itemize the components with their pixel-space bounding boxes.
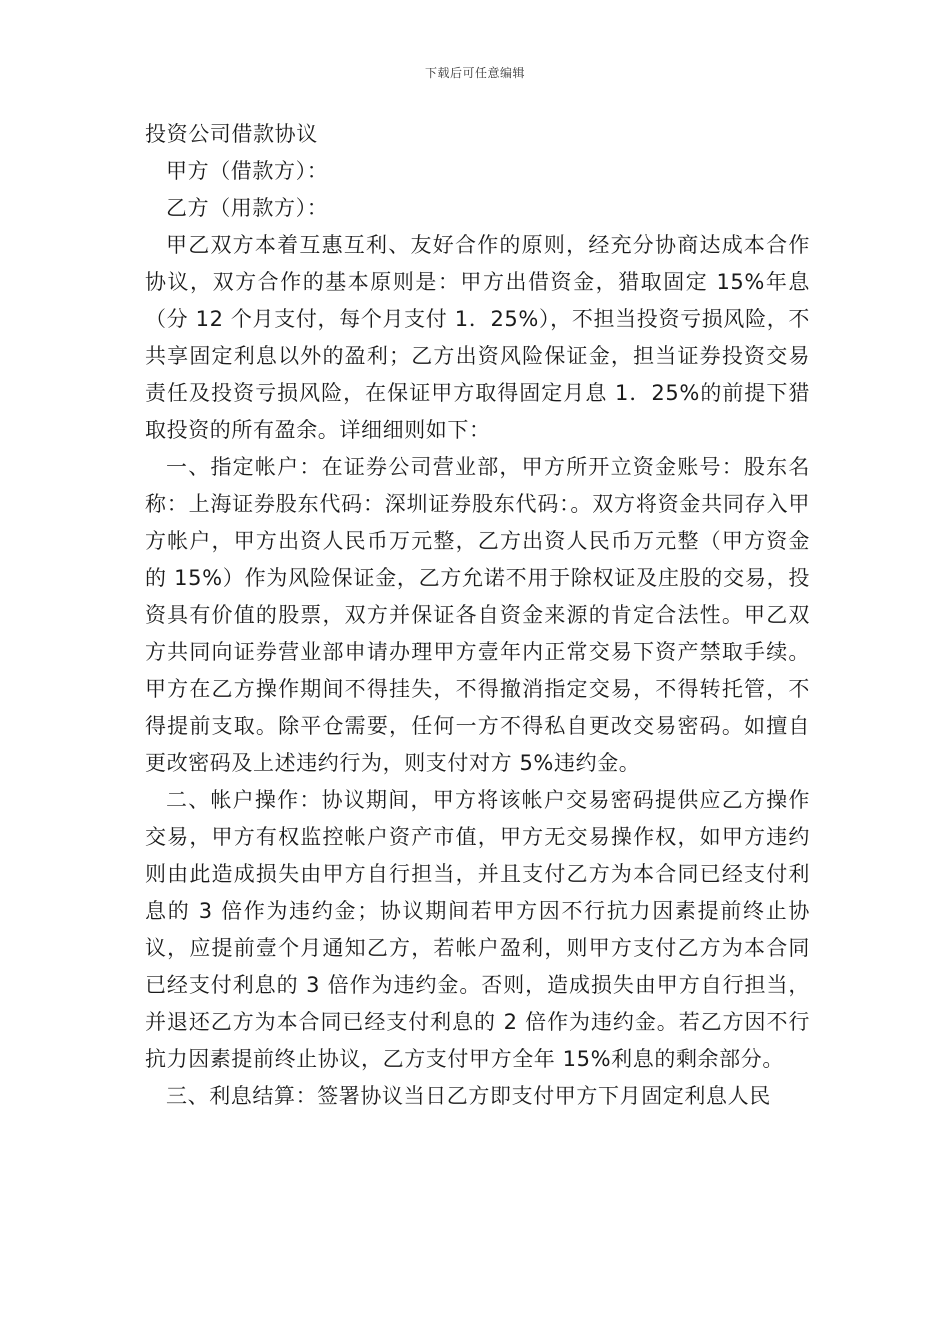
paragraph-interest-settlement: 三、利息结算：签署协议当日乙方即支付甲方下月固定利息人民 [166,1084,771,1108]
party-a-line: 甲方（借款方）： [166,159,329,183]
paragraph-designated-account: 一、指定帐户：在证券公司营业部，甲方所开立资金账号：股东名称：上海证券股东代码：深圳证券股东代码：。双方将资金共同存入甲方帐户，甲方出资人民币万元整，乙方出资人民币万元整（甲方资金的 15%）作为风险保证金，乙方允诺不用于除权证及庄股的交易，投资具有价值的股票，双方并保证各自资金来源的肯定合法性。甲乙双方共同向证券营业部申请办理甲方壹年内正常交易下资产禁取手续。甲方在乙方操作期间不得挂失，不得撤消指定交易，不得转托管，不得提前支取。除平仓需要，任何一方不得私自更改交易密码。如擅自更改密码及上述违约行为，则支付对方 5%违约金。 [145,455,810,775]
page-header-note: 下载后可任意编辑 [424,66,525,80]
paragraph-principles: 甲乙双方本着互惠互利、友好合作的原则，经充分协商达成本合作协议，双方合作的基本原则是：甲方出借资金，猎取固定 15%年息（分 12 个月支付，每个月支付 1．25%），不担当投资亏损风险，不共享固定利息以外的盈利；乙方出资风险保证金，担当证券投资交易责任及投资亏损风险，在保证甲方取得固定月息 1．25%的前提下猎取投资的所有盈余。详细细则如下： [145,233,810,442]
document-title: 投资公司借款协议 [145,122,318,146]
paragraph-account-operation: 二、帐户操作：协议期间，甲方将该帐户交易密码提供应乙方操作交易，甲方有权监控帐户资产市值，甲方无交易操作权，如甲方违约则由此造成损失由甲方自行担当，并且支付乙方为本合同已经支付利息的 3 倍作为违约金；协议期间若甲方因不行抗力因素提前终止协议，应提前壹个月通知乙方，若帐户盈利，则甲方支付乙方为本合同已经支付利息的 3 倍作为违约金。否则，造成损失由甲方自行担当，并退还乙方为本合同已经支付利息的 2 倍作为违约金。若乙方因不行抗力因素提前终止协议，乙方支付甲方全年 15%利息的剩余部分。 [145,788,810,1071]
party-b-line: 乙方（用款方）： [166,196,329,220]
document-body [145,116,810,1115]
